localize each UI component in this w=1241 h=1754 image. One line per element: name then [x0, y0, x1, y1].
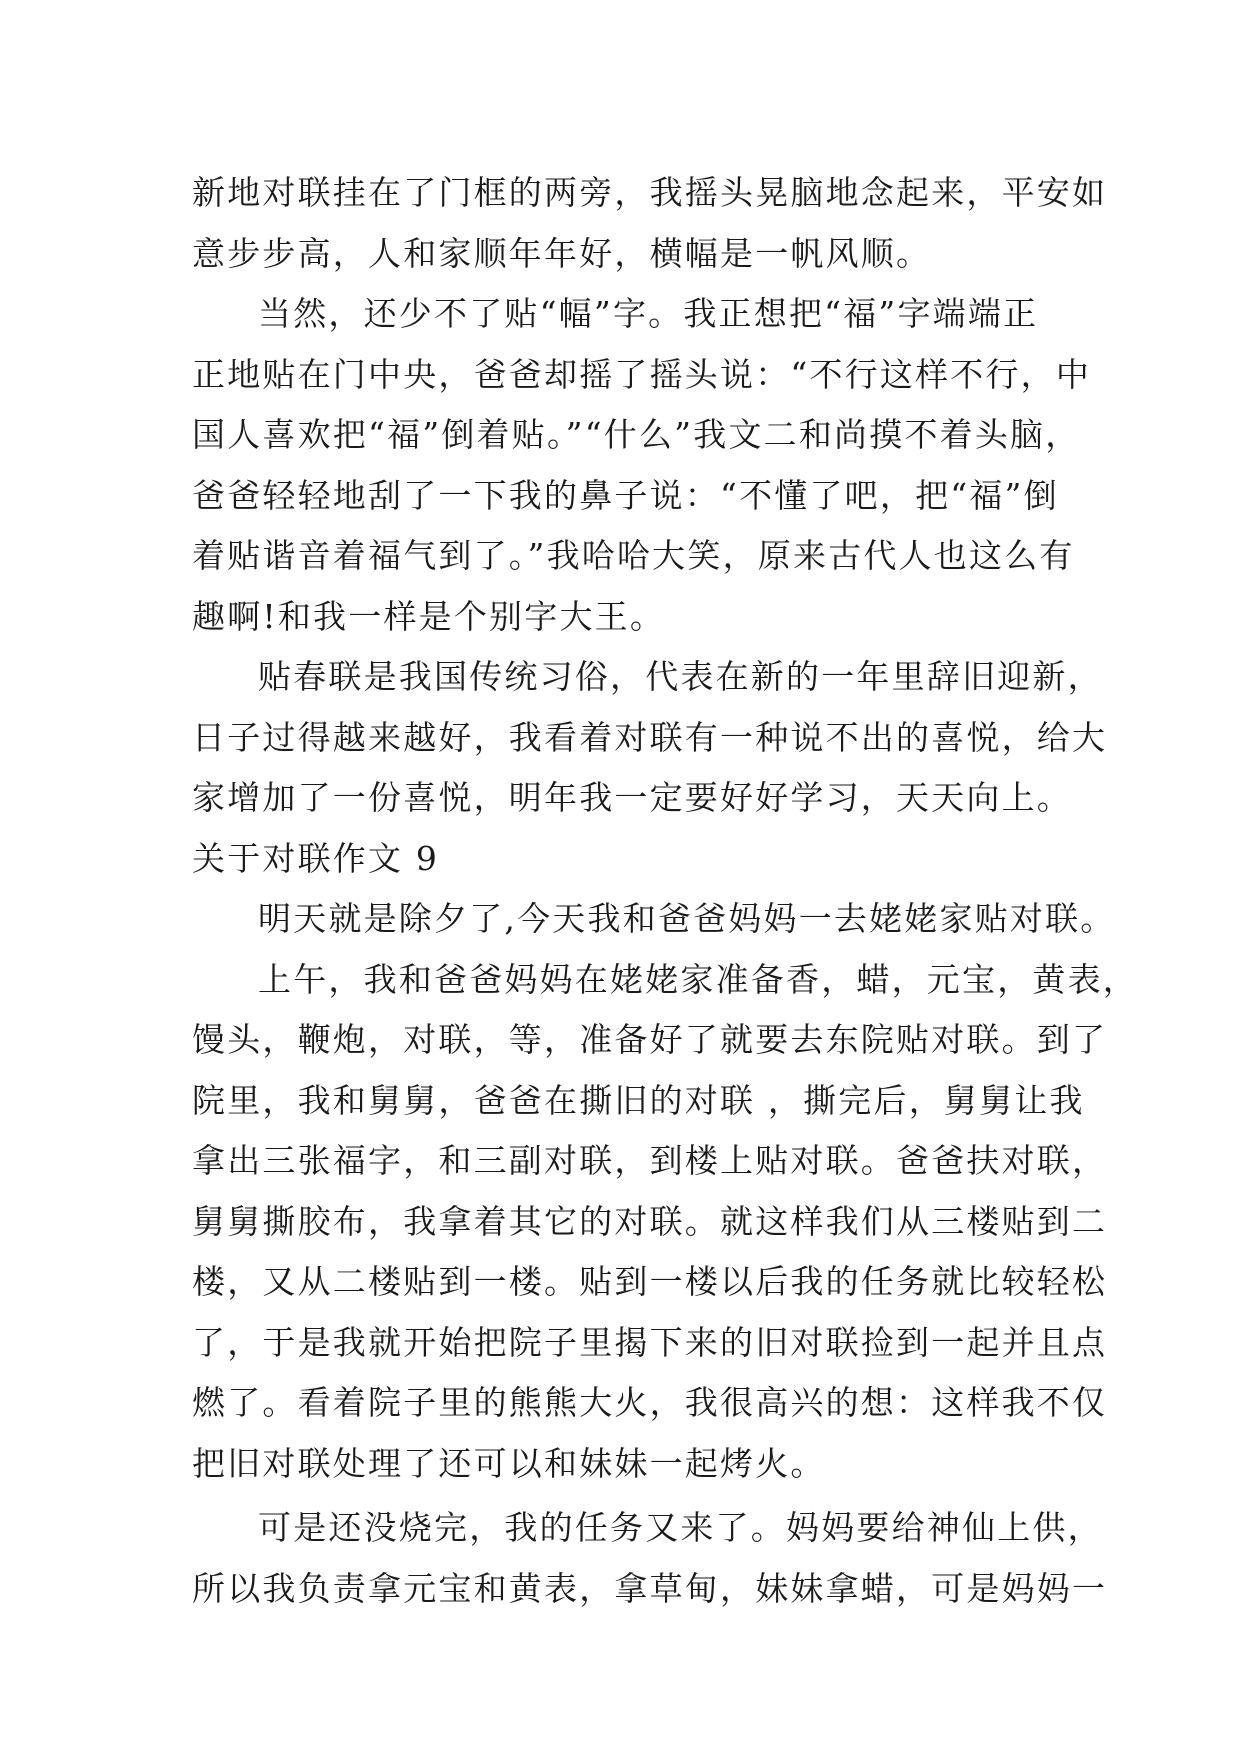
paragraph-start-line: 贴春联是我国传统习俗，代表在新的一年里辞旧迎新， [258, 657, 1103, 696]
text-line: 新地对联挂在了门框的两旁，我摇头晃脑地念起来，平安如 [192, 173, 1108, 212]
text-line: 爸爸轻轻地刮了一下我的鼻子说：“不懂了吧，把“福”倒 [192, 475, 1059, 515]
text-line: 院里，我和舅舅，爸爸在撕旧的对联 ，撕完后，舅舅让我 [192, 1080, 1085, 1120]
text-line: 馒头，鞭炮，对联，等，准备好了就要去东院贴对联。到了 [192, 1020, 1108, 1059]
text-line: 拿出三张福字，和三副对联，到楼上贴对联。爸爸扶对联， [192, 1141, 1108, 1180]
text-line: 了，于是我就开始把院子里揭下来的旧对联捡到一起并且点 [192, 1322, 1108, 1362]
text-line: 所以我负责拿元宝和黄表，拿草甸，妹妹拿蜡，可是妈妈一 [192, 1568, 1108, 1608]
text-line: 燃了。看着院子里的熊熊大火，我很高兴的想：这样我不仅 [192, 1383, 1108, 1422]
paragraph-start-line: 上午，我和爸爸妈妈在姥姥家准备香，蜡，元宝，黄表， [258, 959, 1138, 999]
text-line: 着贴谐音着福气到了。”我哈哈大笑，原来古代人也这么有 [192, 536, 1075, 575]
paragraph-start-line: 明天就是除夕了,今天我和爸爸妈妈一去姥姥家贴对联。 [258, 899, 1116, 938]
text-line: 家增加了一份喜悦，明年我一定要好好学习，天天向上。 [192, 778, 1072, 817]
text-line: 日子过得越来越好，我看着对联有一种说不出的喜悦，给大 [192, 717, 1108, 757]
text-line: 意步步高，人和家顺年年好，横幅是一帆风顺。 [192, 233, 932, 273]
text-line: 国人喜欢把“福”倒着贴。”“什么”我文二和尚摸不着头脑， [192, 415, 1081, 454]
text-line: 把旧对联处理了还可以和妹妹一起烤火。 [192, 1443, 826, 1483]
paragraph-start-line: 当然，还少不了贴“幅”字。我正想把“福”字端端正 [258, 294, 1039, 333]
text-line: 正地贴在门中央，爸爸却摇了摇头说：“不行这样不行，中 [192, 354, 1092, 394]
text-line: 楼，又从二楼贴到一楼。贴到一楼以后我的任务就比较轻松 [192, 1262, 1108, 1301]
essay-body [192, 163, 1138, 1619]
section-heading: 关于对联作文 9 [192, 838, 440, 878]
text-line: 舅舅撕胶布，我拿着其它的对联。就这样我们从三楼贴到二 [192, 1201, 1108, 1241]
paragraph-start-line: 可是还没烧完，我的任务又来了。妈妈要给神仙上供， [258, 1508, 1103, 1547]
text-line: 趣啊!和我一样是个别字大王。 [192, 596, 666, 636]
